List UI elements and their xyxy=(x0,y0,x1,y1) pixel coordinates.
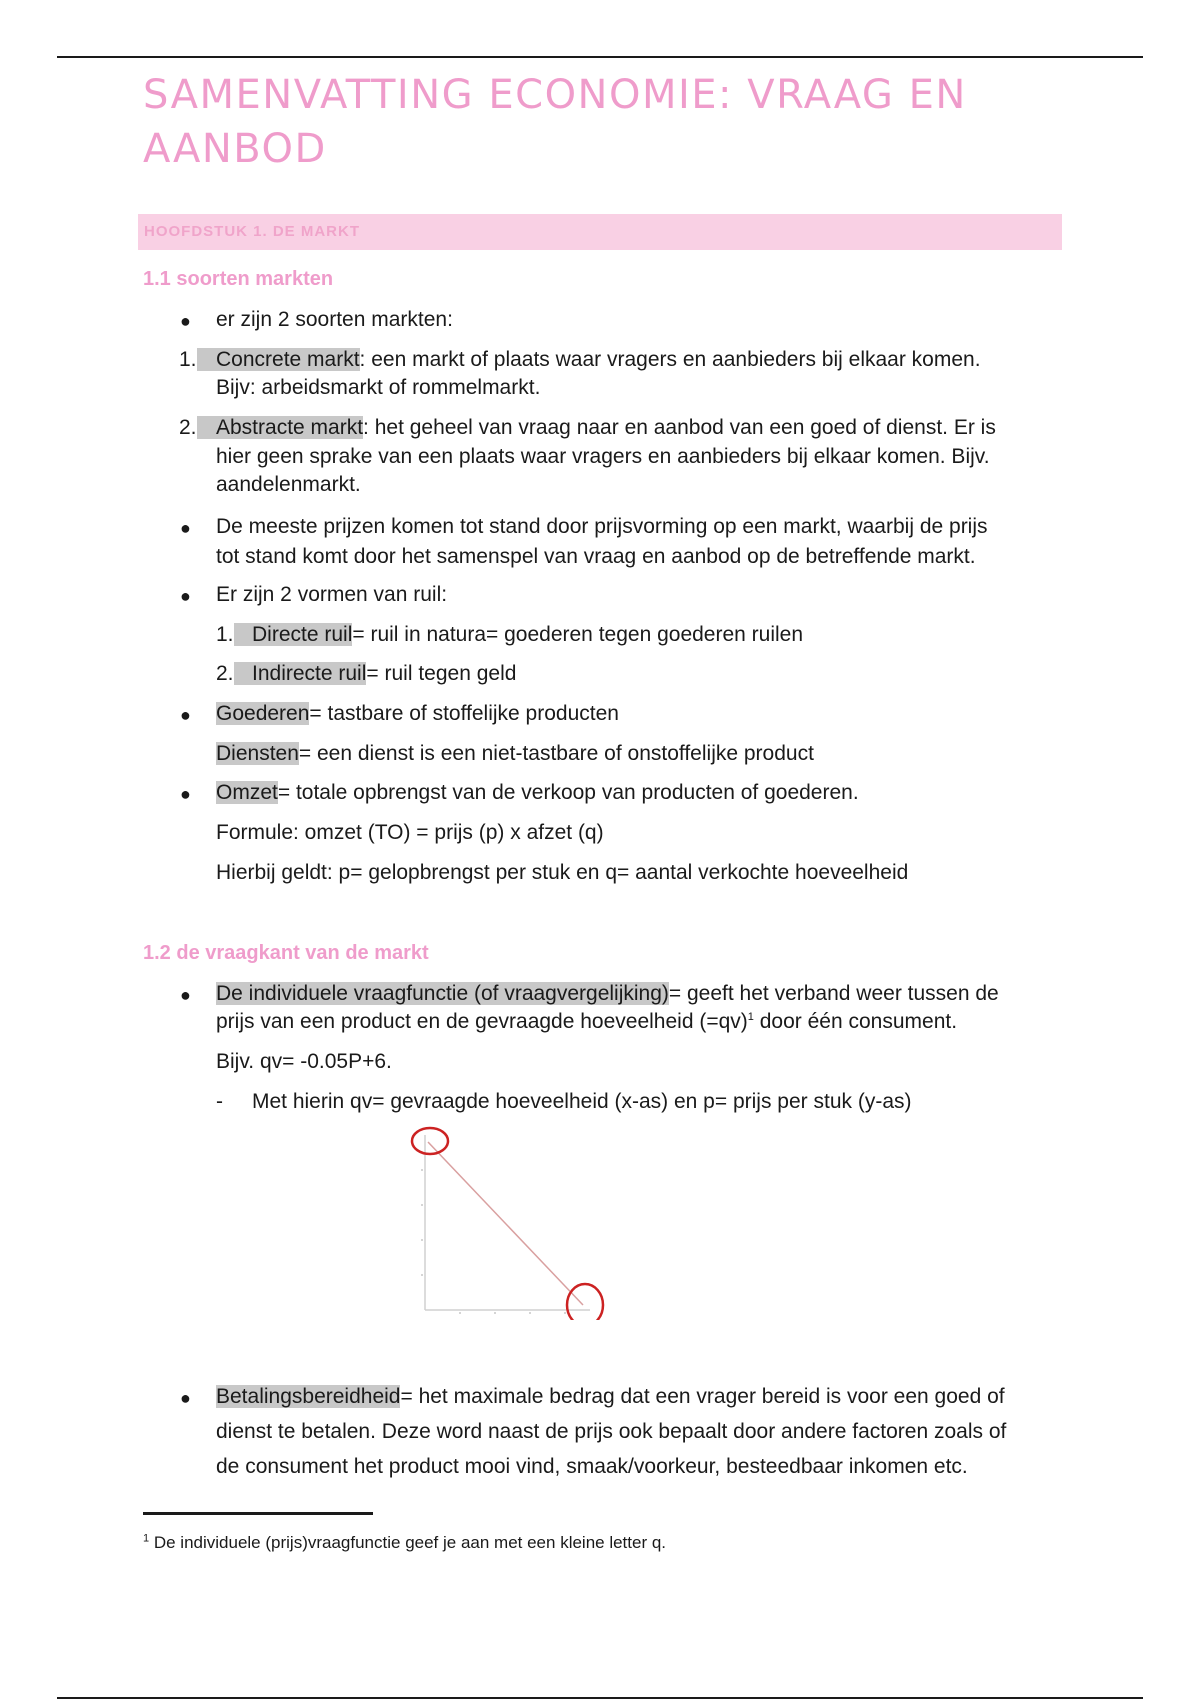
top-rule xyxy=(57,56,1143,58)
dash-item-text: Met hierin qv= gevraagde hoeveelheid (x-as) en p= prijs per stuk (y-as) xyxy=(252,1090,912,1113)
bullet-icon: ● xyxy=(180,311,191,331)
dash-marker: - xyxy=(216,1090,223,1113)
paragraph-text: Hierbij geldt: p= gelopbrengst per stuk en q= aantal verkochte hoeveelheid xyxy=(216,861,909,884)
term-directe-ruil: Directe ruil xyxy=(234,623,352,646)
paragraph-text xyxy=(216,1008,957,1036)
item-text: Bijv: arbeidsmarkt of rommelmarkt. xyxy=(216,376,541,399)
bullet-icon: ● xyxy=(180,586,191,606)
paragraph-text: De meeste prijzen komen tot stand door prijsvorming op een markt, waarbij de prijs xyxy=(216,515,988,538)
item-text: : het geheel van vraag naar en aanbod van een goed of dienst. Er is xyxy=(363,416,996,439)
paragraph-text: tot stand komt door het samenspel van vraag en aanbod op de betreffende markt. xyxy=(216,545,976,568)
item-text: = totale opbrengst van de verkoop van producten of goederen. xyxy=(277,781,859,804)
term-individuele-vraagfunctie: De individuele vraagfunctie (of vraagvergelijking) xyxy=(216,982,669,1005)
circle-x-intercept xyxy=(567,1284,603,1320)
bullet-icon: ● xyxy=(180,518,191,538)
axis-ticks xyxy=(421,1169,566,1314)
item-text: door één consument. xyxy=(753,1010,958,1033)
item-text: hier geen sprake van een plaats waar vragers en aanbieders bij elkaar komen. Bijv. xyxy=(216,445,990,468)
bullet-icon: ● xyxy=(180,1388,191,1408)
footnote-separator xyxy=(143,1512,373,1515)
term-concrete-markt: Concrete markt xyxy=(197,348,360,371)
item-text: = ruil tegen geld xyxy=(366,662,517,685)
demand-curve-graph xyxy=(410,1120,610,1320)
definition-goederen xyxy=(216,700,619,728)
footnote xyxy=(143,1532,666,1554)
title-line-1: SAMENVATTING ECONOMIE: VRAAG EN xyxy=(143,72,967,118)
paragraph-text: de consument het product mooi vind, smaak/voorkeur, besteedbaar inkomen etc. xyxy=(216,1455,968,1478)
list-item-directe-ruil xyxy=(234,621,803,649)
definition-omzet xyxy=(216,779,859,807)
footnote-number: 1 xyxy=(143,1532,150,1545)
list-number: 1. xyxy=(216,623,234,646)
bullet-icon: ● xyxy=(180,705,191,725)
footnote-reference[interactable]: 1 xyxy=(747,1011,754,1023)
chapter-heading: HOOFDSTUK 1. DE MARKT xyxy=(144,223,360,240)
document-title xyxy=(143,68,1093,176)
title-line-2: AANBOD xyxy=(143,126,327,172)
paragraph-text: dienst te betalen. Deze word naast de prijs ook bepaalt door andere factoren zoals of xyxy=(216,1420,1007,1443)
list-number: 2. xyxy=(216,662,234,685)
chapter-heading-band xyxy=(138,214,1062,250)
circle-y-intercept xyxy=(412,1128,448,1154)
definition-vraagfunctie xyxy=(216,980,999,1008)
bullet-icon: ● xyxy=(180,784,191,804)
term-diensten: Diensten xyxy=(216,742,299,765)
term-goederen: Goederen xyxy=(216,702,310,725)
bullet-icon: ● xyxy=(180,985,191,1005)
item-text: = een dienst is een niet-tastbare of onstoffelijke product xyxy=(298,742,814,765)
item-text: = geeft het verband weer tussen de xyxy=(668,982,999,1005)
bottom-rule xyxy=(57,1697,1143,1699)
example-text: Bijv. qv= -0.05P+6. xyxy=(216,1050,392,1073)
item-text: : een markt of plaats waar vragers en aanbieders bij elkaar komen. xyxy=(359,348,981,371)
formula-text: Formule: omzet (TO) = prijs (p) x afzet (q) xyxy=(216,821,604,844)
term-indirecte-ruil: Indirecte ruil xyxy=(234,662,366,685)
term-betalingsbereidheid: Betalingsbereidheid xyxy=(216,1385,401,1408)
item-text: = ruil in natura= goederen tegen goederen ruilen xyxy=(352,623,804,646)
item-text: prijs van een product en de gevraagde hoeveelheid (=qv) xyxy=(216,1010,748,1033)
demand-line xyxy=(428,1142,583,1305)
term-omzet: Omzet xyxy=(216,781,278,804)
list-item-indirecte-ruil xyxy=(234,660,516,688)
item-text: = het maximale bedrag dat een vrager bereid is voor een goed of xyxy=(400,1385,1005,1408)
intro-text: er zijn 2 soorten markten: xyxy=(216,308,453,331)
footnote-text: De individuele (prijs)vraagfunctie geef je aan met een kleine letter q. xyxy=(149,1533,667,1552)
paragraph-text: Er zijn 2 vormen van ruil: xyxy=(216,583,448,606)
section-heading-1-2: 1.2 de vraagkant van de markt xyxy=(143,942,429,964)
term-abstracte-markt: Abstracte markt xyxy=(197,416,363,439)
definition-diensten xyxy=(216,740,814,768)
item-text: = tastbare of stoffelijke producten xyxy=(309,702,619,725)
definition-betalingsbereidheid xyxy=(216,1383,1005,1411)
item-text: aandelenmarkt. xyxy=(216,473,361,496)
section-heading-1-1: 1.1 soorten markten xyxy=(143,268,334,290)
list-number: 1. xyxy=(179,348,197,371)
list-item-concrete-markt xyxy=(197,346,981,374)
list-number: 2. xyxy=(179,416,197,439)
list-item-abstracte-markt xyxy=(197,414,996,442)
